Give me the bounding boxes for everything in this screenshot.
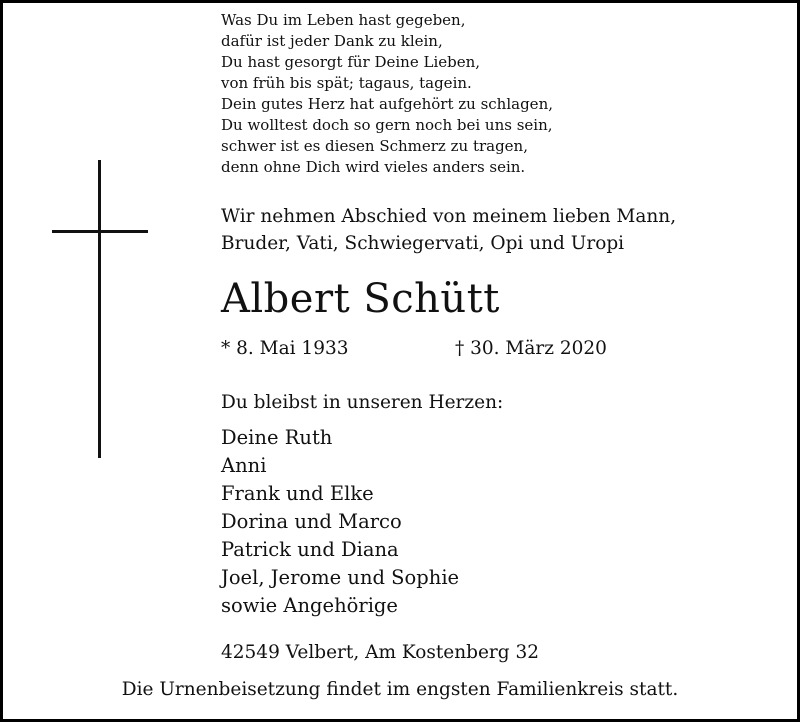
farewell-intro (221, 203, 676, 257)
farewell-intro-line: Wir nehmen Abschied von meinem lieben Mann, (221, 206, 677, 227)
poem-line: Was Du im Leben hast gegeben, (221, 11, 466, 29)
mourner-item: sowie Angehörige (221, 594, 398, 617)
poem-line: Dein gutes Herz hat aufgehört zu schlagen, (221, 95, 553, 113)
poem-line: Du wolltest doch so gern noch bei uns sein, (221, 116, 553, 134)
poem-line: denn ohne Dich wird vieles anders sein. (221, 158, 526, 176)
poem-line: schwer ist es diesen Schmerz zu tragen, (221, 137, 528, 155)
cross-horizontal-bar (52, 230, 148, 233)
poem-line: von früh bis spät; tagaus, tagein. (221, 74, 472, 92)
mourner-item: Frank und Elke (221, 482, 374, 505)
mourner-item: Deine Ruth (221, 426, 333, 449)
family-address: 42549 Velbert, Am Kostenberg 32 (221, 642, 540, 663)
deceased-name: Albert Schütt (221, 276, 500, 322)
farewell-intro-line: Bruder, Vati, Schwiegervati, Opi und Uropi (221, 233, 625, 254)
poem-line: Du hast gesorgt für Deine Lieben, (221, 53, 481, 71)
death-date: † 30. März 2020 (455, 338, 607, 359)
poem (221, 10, 553, 178)
mourner-item: Dorina und Marco (221, 510, 402, 533)
mourner-item: Anni (221, 454, 267, 477)
mourner-item: Patrick und Diana (221, 538, 399, 561)
birth-date: * 8. Mai 1933 (221, 338, 349, 359)
burial-note: Die Urnenbeisetzung findet im engsten Familienkreis statt. (121, 679, 679, 700)
mourners-intro: Du bleibst in unseren Herzen: (221, 392, 504, 413)
poem-line: dafür ist jeder Dank zu klein, (221, 32, 443, 50)
cross-vertical-bar (98, 160, 101, 458)
cross-icon (52, 160, 148, 458)
mourner-item: Joel, Jerome und Sophie (221, 566, 460, 589)
mourners-list (221, 424, 459, 620)
